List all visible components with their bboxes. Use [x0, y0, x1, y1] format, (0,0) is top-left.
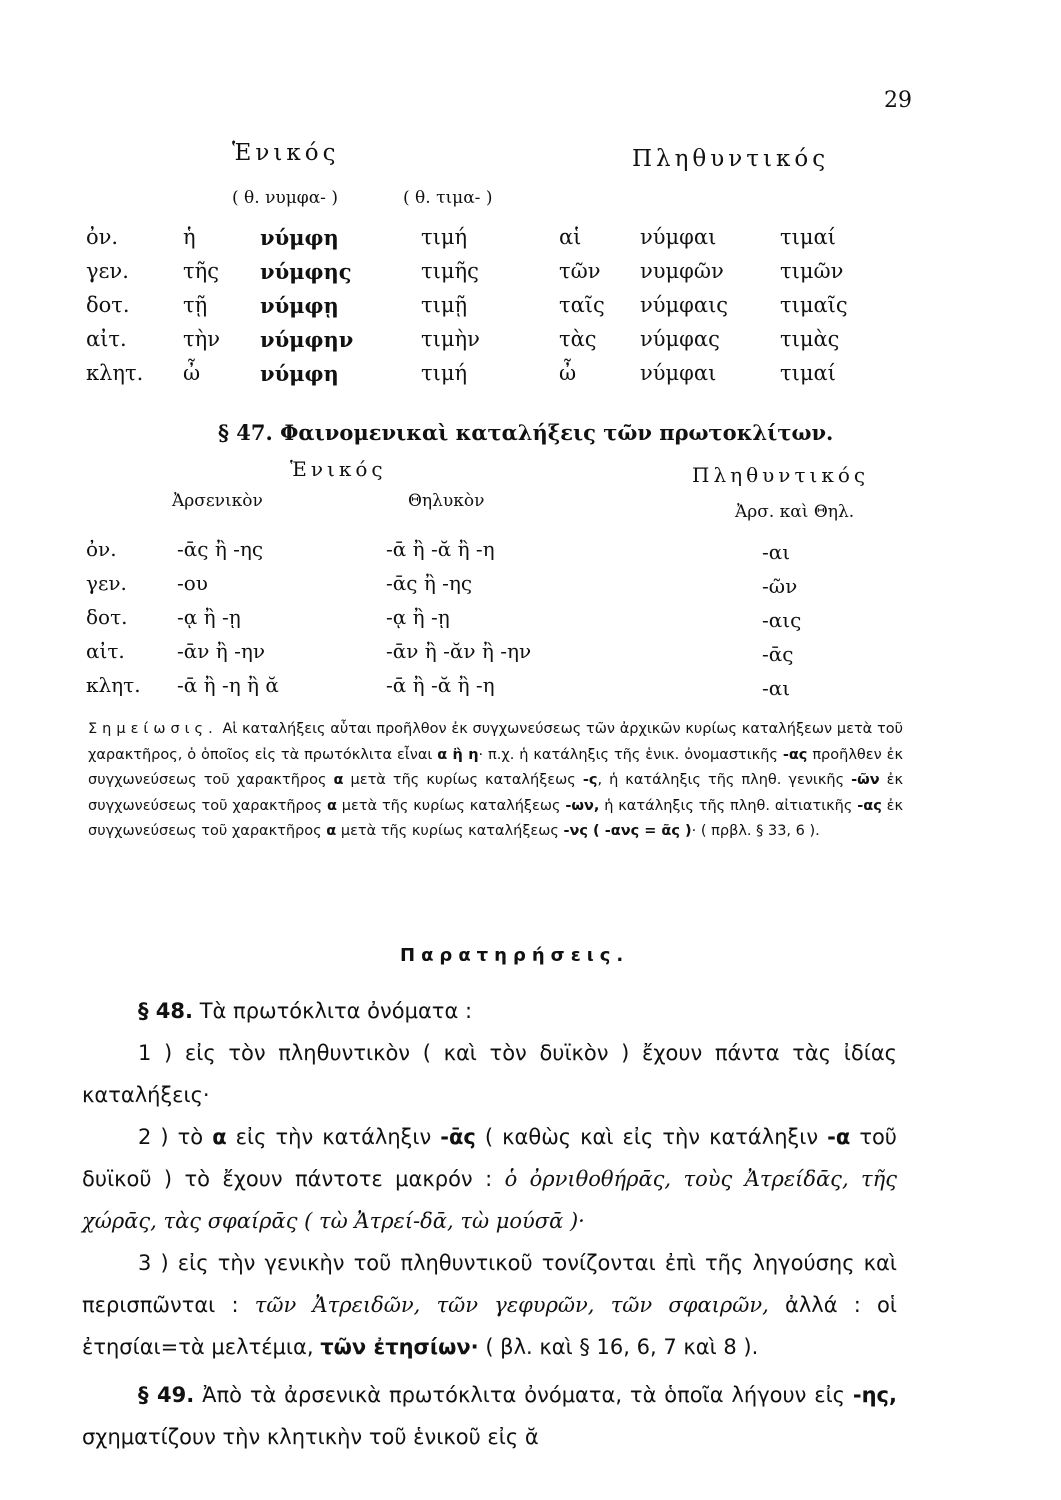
note-text: Αἱ καταλήξεις αὗται προῆλθον ἐκ συγχωνεύσεως τῶν ἀρχικῶν κυρίως καταλήξεων μετὰ τοῦ χαρακτῆρος, ὁ ὁποῖος εἰς τὰ πρωτόκλιτα εἶναι [88, 721, 903, 763]
case-label: γεν. [86, 571, 127, 595]
noun-singular-1: νύμφη [260, 361, 339, 386]
section47-plural-gender-label: Ἀρσ. καὶ Θηλ. [735, 502, 855, 522]
item-italic: ὁ ὀρνιθοθήρᾱς, τοὺς Ἀτρείδᾱς, τῆς χώρᾱς, τὰς σφαίρᾱς ( τὼ Ἀτρεί-δᾱ, τὼ μούσᾱ )· [82, 1167, 897, 1233]
note-bold: -ας [857, 797, 882, 814]
noun-singular-2: τιμή [421, 361, 468, 385]
table1-stem2: ( θ. τιμα- ) [403, 188, 493, 208]
item-italic: τῶν Ἀτρειδῶν, τῶν γεφυρῶν, τῶν σφαιρῶν, [254, 1293, 769, 1317]
plural-ending: -ῶν [762, 574, 798, 598]
noun-plural-2: τιμαῖς [780, 293, 848, 317]
article-singular: τὴν [183, 327, 220, 351]
masculine-endings: -ᾱς ἢ -ης [177, 537, 264, 561]
section47-masculine-label: Ἀρσενικὸν [172, 491, 263, 511]
feminine-endings: -ᾱν ἢ -ᾰν ἢ -ην [386, 639, 532, 663]
noun-plural-1: νύμφαις [640, 293, 729, 317]
feminine-endings: -ᾱ ἢ -ᾰ ἢ -η [386, 673, 495, 697]
section-title-text: Τὰ πρωτόκλιτα ὀνόματα : [199, 999, 473, 1023]
note-bold: -ῶν [851, 772, 880, 788]
noun-singular-2: τιμὴν [421, 327, 480, 351]
note-bold: α [333, 772, 344, 788]
note-bold: -νς ( -ανς = ᾶς ) [563, 823, 692, 839]
noun-plural-2: τιμαί [780, 361, 836, 385]
item-text: ( καθὼς καὶ εἰς τὴν κατάληξιν [484, 1125, 819, 1149]
note-text: · ( πρβλ. § 33, 6 ). [691, 823, 820, 839]
table1-header-plural: Πληθυντικός [632, 146, 830, 172]
note-bold: α [326, 797, 337, 814]
article-singular: τῆς [183, 259, 219, 283]
section47-feminine-label: Θηλυκὸν [408, 491, 485, 511]
section-number: § 49. [138, 1383, 195, 1407]
table1-header-singular: Ἑνικός [232, 140, 340, 166]
case-label: δοτ. [86, 605, 128, 629]
noun-plural-1: νυμφῶν [640, 259, 724, 283]
note-bold: -ων, [565, 797, 600, 814]
section48-title [82, 990, 897, 1032]
noun-singular-1: νύμφῃ [260, 293, 339, 318]
article-plural: τὰς [559, 327, 597, 351]
note-text: προῆλθεν ἐκ συγχωνεύσεως τοῦ χαρακτῆρος [88, 746, 904, 788]
section-number: § 48. [138, 999, 194, 1023]
note-bold: α ἢ η [437, 746, 479, 763]
note-text: , ἡ κατάληξις τῆς πληθ. γενικῆς [597, 772, 845, 788]
article-plural: αἱ [559, 225, 582, 249]
article-plural: ταῖς [559, 293, 605, 317]
feminine-endings: -ᾱς ἢ -ης [386, 571, 473, 595]
plural-ending: -αις [762, 608, 802, 632]
noun-singular-2: τιμή [421, 225, 468, 249]
section48-item1: 1 ) εἰς τὸν πληθυντικὸν ( καὶ τὸν δυϊκὸν ) ἔχουν πάντα τὰς ἰδίας καταλήξεις· [82, 1041, 897, 1107]
noun-singular-1: νύμφης [260, 259, 352, 284]
section48-item3 [82, 1242, 897, 1368]
article-plural: τῶν [559, 259, 601, 283]
noun-plural-2: τιμαί [780, 225, 836, 249]
noun-plural-2: τιμὰς [780, 327, 840, 351]
note-text: μετὰ τῆς κυρίως καταλήξεως [340, 823, 559, 839]
item-text: 2 ) τὸ [138, 1125, 204, 1149]
note-text: ἐκ συγχωνεύσεως τοῦ χαρακτῆρος [88, 797, 904, 839]
note-paragraph [88, 717, 903, 845]
plural-ending: -ᾱς [762, 642, 794, 666]
noun-singular-1: νύμφη [260, 225, 339, 250]
plural-ending: -αι [762, 676, 791, 700]
section47-header-singular: Ἑνικός [290, 457, 387, 481]
item-bold: τῶν ἐτησίων· [320, 1335, 479, 1359]
item-text: ἀλλά : οἱ ἐτησίαι=τὰ μελτέμια, [82, 1293, 897, 1359]
noun-singular-2: τιμῆς [421, 259, 479, 283]
remarks-heading: Παρατηρήσεις. [400, 945, 630, 966]
feminine-endings: -ᾳ ἢ -ῃ [386, 605, 450, 629]
section49 [82, 1374, 897, 1458]
page-number: 29 [884, 88, 912, 113]
case-label: αἰτ. [86, 639, 125, 663]
case-label: ὀν. [86, 225, 119, 249]
note-label: Σημείωσις. [88, 721, 218, 737]
item-text: 3 ) εἰς τὴν γενικὴν τοῦ πληθυντικοῦ τονίζονται ἐπὶ τῆς ληγούσης καὶ περισπῶνται : [82, 1251, 897, 1317]
item-bold: -ᾱς [440, 1125, 476, 1149]
article-singular: ἡ [183, 225, 196, 249]
article-plural: ὦ [559, 361, 577, 385]
case-label: αἰτ. [86, 327, 127, 351]
item-text: τοῦ δυϊκοῦ ) τὸ ἔχουν πάντοτε μακρόν : [82, 1125, 897, 1191]
note-bold: -ας [782, 746, 808, 763]
section47-header-plural: Πληθυντικός [692, 463, 870, 487]
masculine-endings: -ου [177, 571, 208, 595]
article-singular: ὦ [183, 361, 201, 385]
note-text: μετὰ τῆς κυρίως καταλήξεως [341, 797, 561, 814]
masculine-endings: -ᾱ ἢ -η ἢ ᾰ [177, 673, 279, 697]
noun-plural-1: νύμφαι [640, 225, 717, 249]
case-label: γεν. [86, 259, 129, 283]
note-text: ἡ κατάληξις τῆς πληθ. αἰτιατικῆς [604, 797, 853, 814]
plural-ending: -αι [762, 540, 791, 564]
noun-singular-2: τιμῇ [421, 293, 468, 317]
note-bold: α [326, 823, 337, 839]
noun-singular-1: νύμφην [260, 327, 354, 352]
table1-stem1: ( θ. νυμφα- ) [232, 188, 338, 208]
section47-title: § 47. Φαινομενικαὶ καταλήξεις τῶν πρωτοκλίτων. [218, 420, 834, 445]
item-bold: -ης, [852, 1383, 897, 1407]
case-label: δοτ. [86, 293, 130, 317]
case-label: κλητ. [86, 361, 144, 385]
item-text: σχηματίζουν τὴν κλητικὴν τοῦ ἑνικοῦ εἰς ᾰ [82, 1425, 539, 1449]
masculine-endings: -ᾱν ἢ -ην [177, 639, 266, 663]
noun-plural-1: νύμφας [640, 327, 720, 351]
note-text: μετὰ τῆς κυρίως καταλήξεως [350, 772, 576, 788]
noun-plural-1: νύμφαι [640, 361, 717, 385]
noun-plural-2: τιμῶν [780, 259, 844, 283]
masculine-endings: -ᾳ ἢ -ῃ [177, 605, 241, 629]
note-bold: -ς [582, 772, 598, 788]
item-text: ( βλ. καὶ § 16, 6, 7 καὶ 8 ). [485, 1335, 759, 1359]
article-singular: τῇ [183, 293, 208, 317]
item-text: Ἀπὸ τὰ ἀρσενικὰ πρωτόκλιτα ὀνόματα, τὰ ὁποῖα λήγουν εἰς [202, 1383, 846, 1407]
note-text: ἐκ συγχωνεύσεως τοῦ χαρακτῆρος [88, 772, 904, 814]
case-label: κλητ. [86, 673, 141, 697]
note-text: · π.χ. ἡ κατάληξις τῆς ἑνικ. ὀνομαστικῆς [478, 746, 778, 763]
item-text: εἰς τὴν κατάληξιν [235, 1125, 432, 1149]
item-bold: -α [827, 1125, 851, 1149]
section48-item2 [82, 1116, 897, 1242]
item-bold: α [212, 1125, 227, 1149]
case-label: ὀν. [86, 537, 117, 561]
feminine-endings: -ᾱ ἢ -ᾰ ἢ -η [386, 537, 495, 561]
body-text [82, 990, 897, 1458]
